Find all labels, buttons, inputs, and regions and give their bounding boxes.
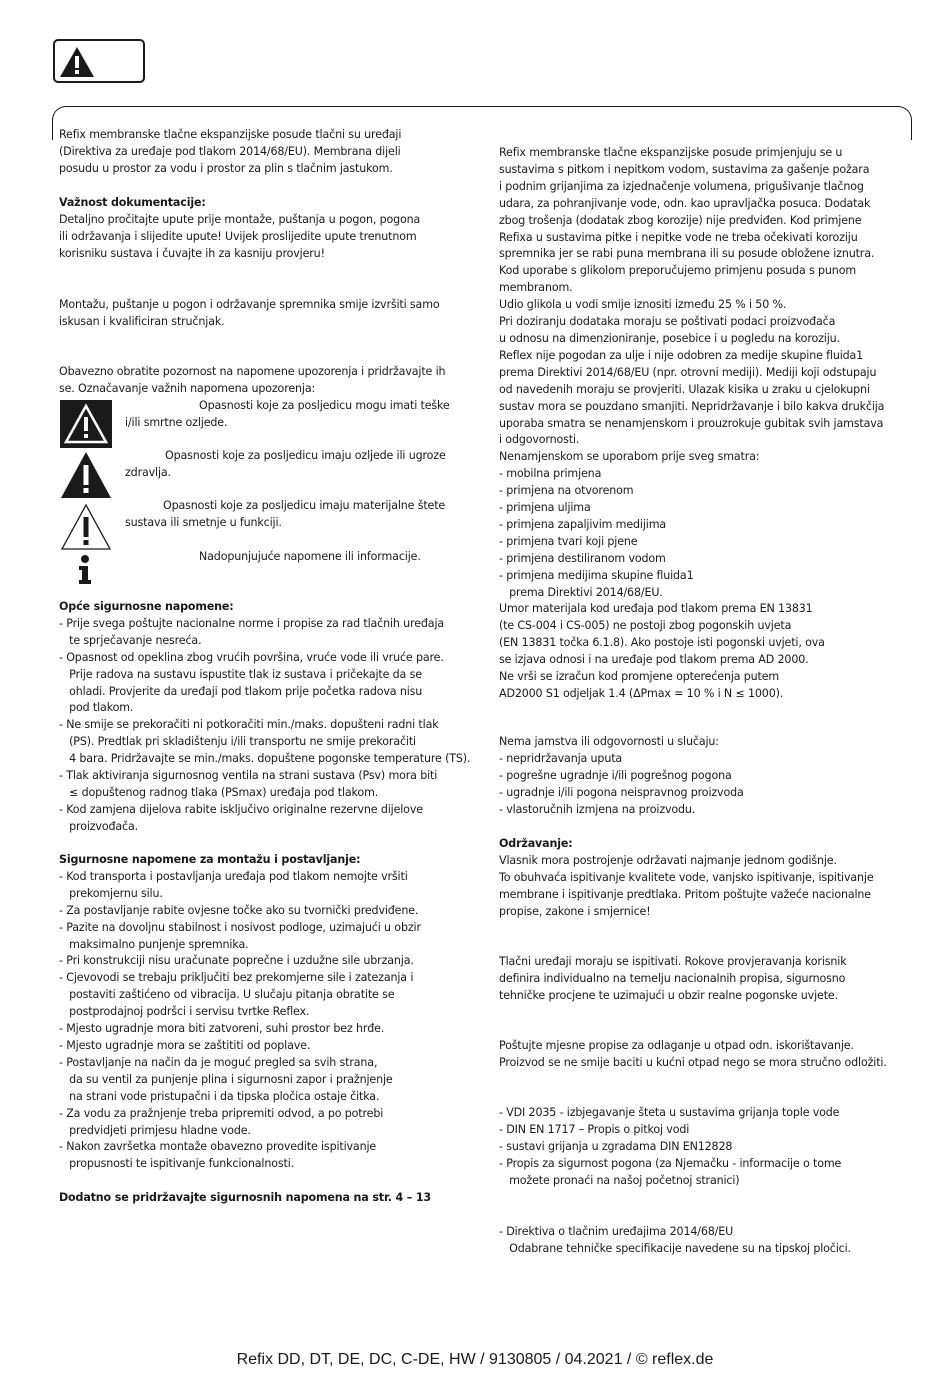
disposal-section: Poštujte mjesne propise za odlaganje u otpad odn. iskorištavanje. Proizvod se ne smije baciti u kućni otpad nego se mora stručno odložiti. bbox=[499, 1039, 887, 1069]
standards-section: - VDI 2035 - izbjegavanje šteta u sustavima grijanja tople vode - DIN EN 1717 – Propis o pitkoj vodi - sustavi grijanja u zgradama DIN EN12828 - Propis za sigurnost pogona (za Njemačku - informacije o tome možete pronaći na našoj početnoj stranici) bbox=[499, 1106, 842, 1187]
danger-text: Opasnosti koje za posljedicu mogu imati teške i/ili smrtne ozljede. bbox=[125, 399, 450, 429]
maintenance-section: Održavanje: Vlasnik mora postrojenje održavati najmanje jednom godišnje. To obuhvaća ispitivanje kvalitete vode, vanjsko ispitivanje, ispitivanje membrane i ispitivanje predtlaka. Pritom poštujte važeće nacionalne propise, zakone i smjernice! bbox=[499, 836, 919, 921]
header-warning-box bbox=[53, 39, 145, 83]
warranty-section: Nema jamstva ili odgovornosti u slučaju: - nepridržavanja uputa - pogrešne ugradnje i/ili pogrešnog pogona - ugradnje i/ili pogona neispravnog proizvoda - vlastoručnih izmjena na proizvodu. bbox=[499, 735, 744, 816]
mounting-safety-heading: Sigurnosne napomene za montažu i postavljanje: bbox=[59, 853, 361, 866]
inspection-section: Tlačni uređaji moraju se ispitivati. Rokove provjeravanja korisnik definira individualno na temelju nacionalnih propisa, sigurnosno tehničke procjene te uzimajući u obzir realne pogonske uvjete. bbox=[499, 955, 847, 1002]
info-text: Nadopunjujuće napomene ili informacije. bbox=[199, 550, 421, 563]
page-footer: Refix DD, DT, DE, DC, C-DE, HW / 9130805 / 04.2021 / © reflex.de bbox=[236, 1351, 714, 1368]
additional-note: Dodatno se pridržavajte sigurnosnih napomena na str. 4 – 13 bbox=[59, 1191, 431, 1204]
general-safety-heading: Opće sigurnosne napomene: bbox=[59, 600, 234, 613]
documentation-section: Važnost dokumentacije: Detaljno pročitajte upute prije montaže, puštanja u pogon, pogona ili održavanja i slijedite upute! Uvijek proslijedite upute trenutnom korisniku sustava i čuvajte ih za kasniju provjeru! bbox=[59, 195, 469, 263]
expert-paragraph: Montažu, puštanje u pogon i održavanje spremnika smije izvršiti samo iskusan i kvalificiran stručnjak. bbox=[59, 298, 440, 328]
usage-section: Refix membranske tlačne ekspanzijske posude primjenjuju se u sustavima s pitkom i nepitkom vodom, sustavima za gašenje požara i podnim grijanjima za izjednačenje volumena, prigušivanje tlačnog udara, za pohranjivanje vode, odn. kao upravljačka posuca. Dodatak zbog trošenja (dodatak zbog korozije) nije predviđen. Kod primjene Refixa u sustavima pitke i nepitke vode ne treba očekivati koroziju spremnika jer se rabi puna membrana ili su posude obložene iznutra. Kod uporabe s glikolom preporučujemo primjenu posuda s punom membranom. Udio glikola u vodi smije iznositi između 25 % i 50 %. Pri doziranju dodataka moraju se poštivati podaci proizvođača u odnosu na dimenzioniranje, posebice i u pogledu na koroziju. Reflex nije pogodan za ulje i nije odobren za medije skupine fluida1 prema Direktivi 2014/68/EU (npr. otrovni mediji). Mediji koji odstupaju od navedenih moraju se provjeriti. Ulazak kisika u zraku u cjelokupni sustav mora se pouzdano smanjiti. Nepridržavanje i bilo kakva drukčija uporaba smatra se nenamjenskom i prouzrokuje gubitak svih jamstava i odgovornosti. Nenamjenskom se uporabom prije sveg smatra: - mobilna primjena - primjena na otvorenom - primjena uljima - primjena zapaljivim medijima - primjena tvari koji pjene - primjena destiliranom vodom - primjena medijima skupine fluida1 prema Direktivi 2014/68/EU. Umor materijala kod uređaja pod tlakom prema EN 13831 (te CS-004 i CS-005) ne postoji zbog pogonskih uvjeta (EN 13831 točka 6.1.8). Ako postoje isti pogonski uvjeti, ova se izjava odnosi i na uređaje pod tlakom prema AD 2000. Ne vrši se izračun kod promjene opterećenja putem AD2000 S1 odjeljak 1.4 (ΔPmax = 10 % i N ≤ 1000). bbox=[499, 146, 885, 700]
caution-text: Opasnosti koje za posljedicu imaju materijalne štete sustava ili smetnje u funkciji. bbox=[125, 499, 446, 529]
documentation-heading: Važnost dokumentacije: bbox=[59, 196, 206, 209]
mounting-safety-section: Sigurnosne napomene za montažu i postavljanje: - Kod transporta i postavljanja uređaja pod tlakom nemojte vršiti prekomjernu silu. - Za postavljanje rabite ovjesne točke ako su tvornički predviđene. - Pazite na dovoljnu stabilnost i nosivost podloge, uzimajući u obzir maksimalno punjenje spremnika. - Pri konstrukciji nisu uračunate poprečne i uzdužne sile ubrzanja. - Cjevovodi se trebaju priključiti bez prekomjerne sile i zatezanja i postaviti zaštićeno od vibracija. U slučaju pitanja obratite se postprodajnoj podršci i servisu tvrtke Reflex. - Mjesto ugradnje mora biti zatvoreni, suhi prostor bez hrđe. - Mjesto ugradnje mora se zaštititi od poplave. - Postavljanje na način da je moguć pregled sa svih strana, da su ventil za punjenje plina i sigurnosni zapor i pražnjenje na strani vode pristupačni i da tipska pločica ostaje čitka. - Za vodu za pražnjenje treba pripremiti odvod, a po potrebi predvidjeti primjesu hladne vode. - Nakon završetka montaže obavezno provedite ispitivanje propusnosti te ispitivanje funkcionalnosti. bbox=[59, 852, 469, 1173]
directive-section: - Direktiva o tlačnim uređajima 2014/68/EU Odabrane tehničke specifikacije navedene su na tipskoj pločici. bbox=[499, 1225, 851, 1255]
warning-triangle-icon bbox=[60, 46, 100, 78]
maintenance-heading: Održavanje: bbox=[499, 837, 573, 850]
intro-paragraph: Refix membranske tlačne ekspanzijske posude tlačni su uređaji (Direktiva za uređaje pod tlakom 2014/68/EU). Membrana dijeli posudu u prostor za vodu i prostor za plin s tlačnim jastukom. bbox=[59, 128, 402, 175]
warnings-intro: Obavezno obratite pozornost na napomene upozorenja i pridržavajte ih se. Označavanje važnih napomena upozorenja: bbox=[59, 365, 446, 395]
general-safety-section: Opće sigurnosne napomene: - Prije svega poštujte nacionalne norme i propise za rad tlačnih uređaja te sprječavanje nesreća. - Opasnost od opeklina zbog vrućih površina, vruće vode ili vruće pare. Prije radova na sustavu ispustite tlak iz sustava i pričekajte da se ohladi. Provjerite da uređaji pod tlakom prije početka radova nisu pod tlakom. - Ne smije se prekoračiti ni potkoračiti min./maks. dopušteni radni tlak (PS). Predtlak pri skladištenju i/ili transportu ne smije prekoračiti 4 bara. Pridržavajte se min./maks. dopuštene pogonske temperature (TS). - Tlak aktiviranja sigurnosnog ventila na strani sustava (Psv) mora biti ≤ dopuštenog radnog tlaka (PSmax) uređaja pod tlakom. - Kod zamjena dijelova rabite isključivo originalne rezervne dijelove proizvođača. bbox=[59, 600, 471, 833]
warning-text: Opasnosti koje za posljedicu imaju ozljede ili ugroze zdravlja. bbox=[125, 449, 446, 479]
